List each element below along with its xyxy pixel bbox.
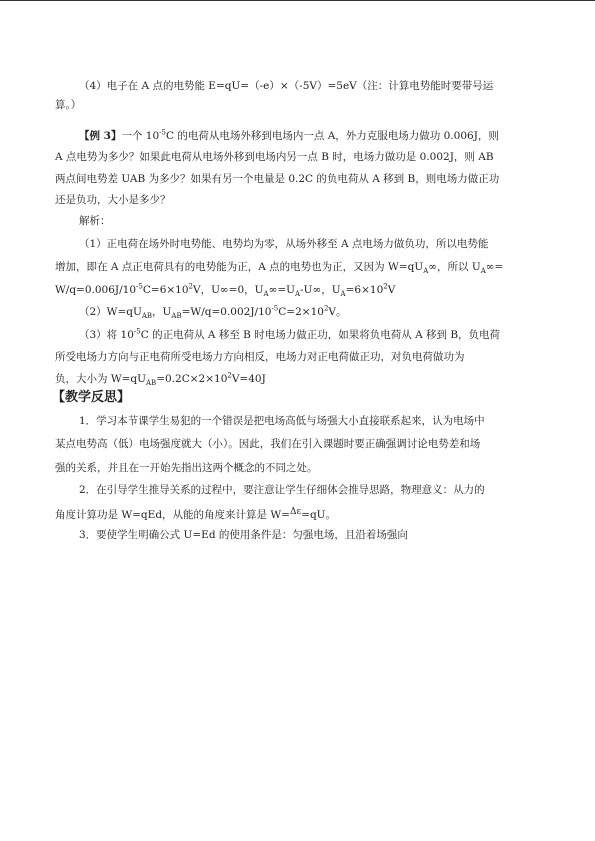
reflection-2-line-2: 角度计算功是 W=qEd，从能的角度来计算是 W=Δε=qU。 (55, 507, 337, 521)
solution-1-line-1: （1）正电荷在场外时电势能、电势均为零，从场外移至 A 点电场力做负功，所以电势能 (79, 238, 489, 250)
item-4-line-1: （4）电子在 A 点的电势能 E=qU=（-e）×（-5V）=5eV（注：计算电势能时要带号运 (79, 80, 494, 92)
example-3-line-3: 两点间电势差 UAB 为多少？如果有另一个电量是 0.2C 的负电荷从 A 移到 B，则电场力做正功 (55, 173, 500, 185)
reflection-1-line-2: 某点电势高（低）电场强度就大（小）。因此，我们在引入课题时要正确强调讨论电势差和场 (55, 438, 481, 450)
delta-epsilon-symbol: Δε (289, 507, 302, 517)
reflection-heading: 【教学反思】 (52, 390, 131, 405)
example-3-line-4: 还是负功，大小是多少？ (55, 194, 171, 206)
reflection-2-line-1: 2．在引导学生推导关系的过程中，要注意让学生仔细体会推导思路，物理意义：从力的 (79, 484, 485, 496)
solution-2-line: $(2)W=qU_{AB}$，$U_{AB}=W/q=0.002J/10^{-5}C=2\times 10^2V$。 (79, 304, 347, 321)
solution-3-line-2: 所受电场力方向与正电荷所受电场力方向相反，电场力对正电荷做正功，对负电荷做功为 (55, 351, 465, 363)
reflection-1-line-1: 1．学习本节课学生易犯的一个错误是把电场高低与场强大小直接联系起来，认为电场中 (79, 415, 485, 427)
solution-1-line-2: 增加，即在 A 点正电荷具有的电势能为正，A 点的电势也为正，又因为 $W=qU_A\infty$，所以 $U_A\infty=$ (55, 261, 504, 276)
item-4-line-2: 算。） (55, 99, 82, 111)
solution-3-line-3: 负，大小为 $W=qU_{AB}=0.2C\times 2\times 10^2V=40J$ (55, 371, 266, 388)
example-3-line-2: A 点电势为多少？如果此电荷从电场外移到电场内另一点 B 时，电场力做功是 0.002J，则 AB (55, 151, 494, 163)
example-3-label: 【例 3】 (79, 130, 122, 142)
reflection-3-line: 3．要使学生明确公式 U=Ed 的使用条件是：匀强电场，且沿着场强向 (79, 529, 408, 541)
reflection-1-line-3: 强的关系，并且在一开始先指出这两个概念的不同之处。 (55, 462, 318, 474)
example-3-line-1: 【例 3】一个 $10^{-5}C$ 的电荷从电场外移到电场内一点 A，外力克服电场力做功 0.006J，则 (79, 128, 499, 142)
solution-3-line-1: （3）将 $10^{-5}C$ 的正电荷从 A 移至 B 时电场力做正功，如果将负电荷从 A 移到 B，负电荷 (79, 327, 501, 341)
analysis-label: 解析： (79, 215, 111, 227)
solution-1-line-3: $W/q=0.006J/10^{-5}C=6\times 10^2V$，U∞=0，$U_A\infty=U_A-U\infty$，$U_A=6\times 10^2V$ (55, 282, 396, 299)
